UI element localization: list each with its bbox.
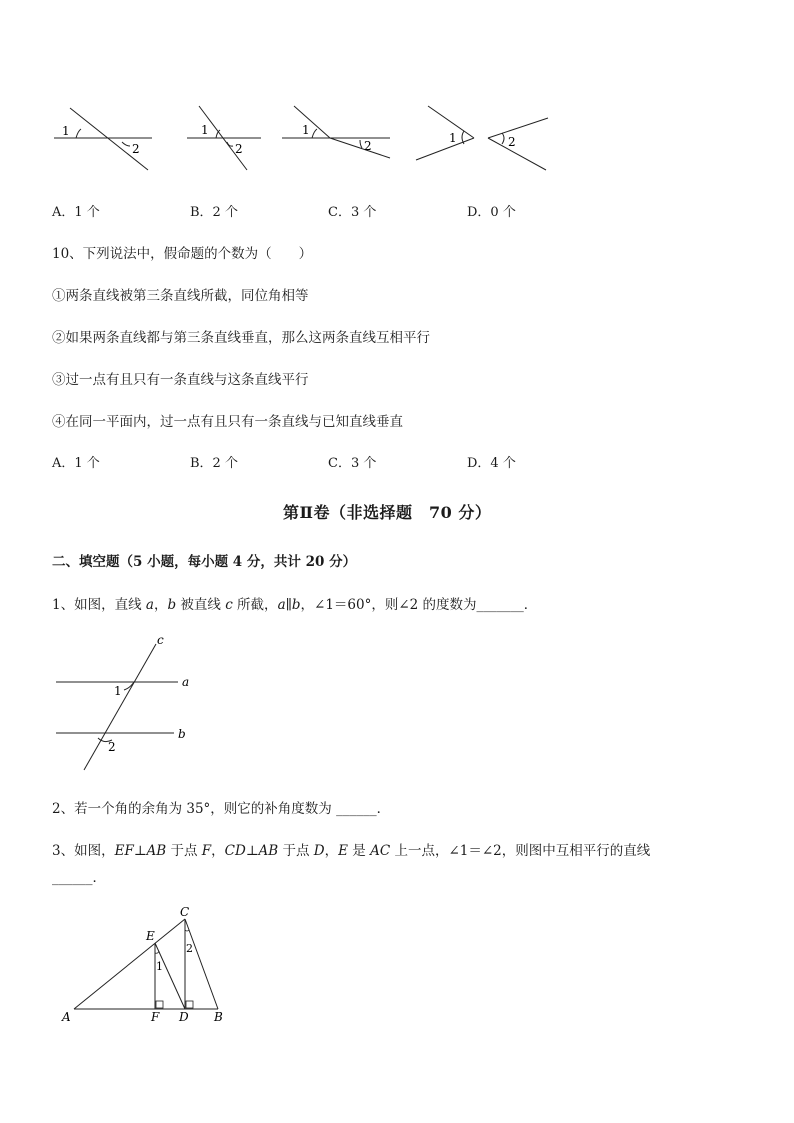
q9-option-b: B．2 个 (190, 205, 238, 220)
f3-t5: 是 (347, 843, 371, 859)
f3-seg-ef: EF (114, 843, 134, 859)
f3-answer-blank: ______． (52, 870, 106, 886)
q9-figure-2 (185, 100, 270, 175)
f3-point-d: D (313, 843, 325, 859)
f3-seg-ab-1: AB (146, 843, 167, 859)
f3-fig-label-b: B (214, 1010, 223, 1024)
f1-var-a: a (145, 597, 154, 613)
fig4-label-1: 1 (449, 131, 457, 145)
fig4-label-2: 2 (508, 135, 516, 149)
part2-title: 第Ⅱ卷（非选择题 70 分） (283, 503, 492, 522)
f3-fig-label-f: F (151, 1010, 160, 1024)
f1-parallel-sign: ∥ (285, 597, 292, 613)
f3-fig-label-a: A (62, 1010, 71, 1024)
f3-fig-label-c: C (180, 905, 190, 919)
f3-pre: 3、如图， (52, 843, 115, 859)
fig2-label-2: 2 (235, 142, 243, 156)
f3-t1: 于点 (166, 843, 202, 859)
q9-figure-4 (410, 100, 555, 175)
f3-point-f: F (201, 843, 212, 859)
f1-fig-label-b: b (178, 727, 186, 741)
f1-fig-label-2: 2 (108, 740, 116, 754)
q10-option-d: D．4 个 (467, 456, 516, 471)
f1-tail: ，∠1＝60°，则∠2 的度数为_______． (300, 597, 538, 613)
q10-statement-3: ③过一点有且只有一条直线与这条直线平行 (52, 372, 309, 388)
f3-t2: ， (211, 843, 225, 859)
fig1-label-1: 1 (62, 124, 70, 138)
q10-statement-2: ②如果两条直线都与第三条直线垂直，那么这两条直线互相平行 (52, 330, 430, 346)
q9-figure-1 (50, 100, 160, 175)
f3-t3: 于点 (278, 843, 314, 859)
q10-option-c: C．3 个 (328, 456, 377, 471)
q10-statement-4: ④在同一平面内，过一点有且只有一条直线与已知直线垂直 (52, 414, 403, 430)
f3-point-e: E (338, 843, 348, 859)
f3-question (52, 839, 650, 859)
fig3-label-2: 2 (364, 139, 372, 153)
f1-mid: 被直线 (176, 597, 226, 613)
f2-question: 2、若一个角的余角为 35°，则它的补角度数为 ______． (52, 801, 391, 817)
f1-comma: ， (153, 597, 168, 613)
q9-option-a: A．1 个 (52, 205, 100, 220)
f3-figure (58, 902, 238, 1027)
f1-par-a: a (277, 597, 286, 613)
f1-fig-label-a: a (182, 675, 190, 689)
f1-par-b: b (291, 597, 301, 613)
q10-statement-1: ①两条直线被第三条直线所截，同位角相等 (52, 288, 309, 304)
fig3-label-1: 1 (302, 123, 310, 137)
f3-seg-ac: AC (370, 843, 391, 859)
f3-perp-1: ⊥ (133, 843, 147, 859)
q10-option-a: A．1 个 (52, 456, 100, 471)
q10-stem: 10、下列说法中，假命题的个数为（ ） (52, 246, 313, 262)
f1-question (52, 593, 537, 613)
fig1-label-2: 2 (132, 142, 140, 156)
f3-perp-2: ⊥ (245, 843, 259, 859)
f3-fig-label-e: E (146, 929, 155, 943)
f3-fig-label-d: D (179, 1010, 189, 1024)
f3-t6: 上一点，∠1＝∠2，则图中互相平行的直线 (390, 843, 651, 859)
q9-option-d: D．0 个 (467, 205, 516, 220)
f1-var-c: c (225, 597, 233, 613)
f3-seg-cd: CD (224, 843, 246, 859)
q9-option-c: C．3 个 (328, 205, 377, 220)
f1-figure (50, 632, 200, 777)
f1-pre: 1、如图，直线 (52, 597, 146, 613)
q9-figure-3 (280, 100, 395, 175)
f3-t4: ， (324, 843, 339, 859)
f1-fig-label-1: 1 (114, 684, 122, 698)
f3-seg-ab-2: AB (258, 843, 279, 859)
f3-fig-label-2: 2 (186, 942, 193, 955)
f1-var-b: b (167, 597, 177, 613)
fig2-label-1: 1 (201, 123, 209, 137)
f1-fig-label-c: c (157, 633, 164, 647)
f1-mid2: 所截， (232, 597, 278, 613)
f3-fig-label-1: 1 (156, 960, 163, 973)
fill-in-section-heading: 二、填空题（5 小题，每小题 4 分，共计 20 分） (52, 554, 357, 570)
q10-option-b: B．2 个 (190, 456, 238, 471)
